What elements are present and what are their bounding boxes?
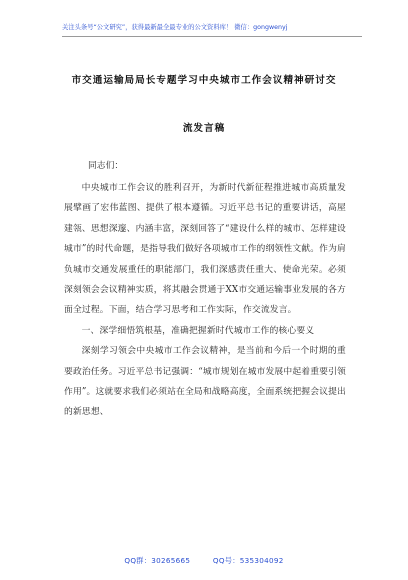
salutation: 同志们：: [88, 161, 124, 171]
footer-contact: [0, 556, 408, 566]
paragraph-intro: 中央城市工作会议的胜利召开，为新时代新征程推进城市高质量发展擘画了宏伟蓝图、提供了根本遵循。习近平总书记的重要讲话，高屋建瓴、思想深邃、内涵丰富，深刻回答了“建设什么样的城市、怎样建设城市”的时代命题，是指导我们做好各项城市工作的纲领性文献。作为肩负城市交通发展重任的职能部门，我们深感责任重大、使命光荣。必须深刻领会会议精神实质，将其融会贯通于XX市交通运输事业发展的各方面全过程。下面，结合学习思考和工作实际，作交流发言。: [64, 183, 347, 316]
document-title-line2: 流发言稿: [182, 123, 226, 134]
footer-qq: QQ号：535304092: [212, 556, 284, 565]
body-text: [64, 178, 346, 423]
section-heading-1: 一、深学细悟筑根基，准确把握新时代城市工作的核心要义: [81, 325, 315, 336]
footer-qq-group: QQ群：30265665: [124, 556, 191, 565]
header-notice: 关注头条号“公文研究”，获得最新最全最专业的公文资料库！ 微信：gongwenyj: [62, 22, 362, 37]
document-title-line1: 市交通运输局局长专题学习中央城市工作会议精神研讨交: [71, 75, 337, 86]
paragraph-section-1: 深刻学习领会中央城市工作会议精神，是当前和今后一个时期的重要政治任务。习近平总书记强调：“城市规划在城市发展中起着重要引领作用”。这就要求我们必须站在全局和战略高度，全面系统把握会议提出的新思想、: [64, 346, 347, 418]
